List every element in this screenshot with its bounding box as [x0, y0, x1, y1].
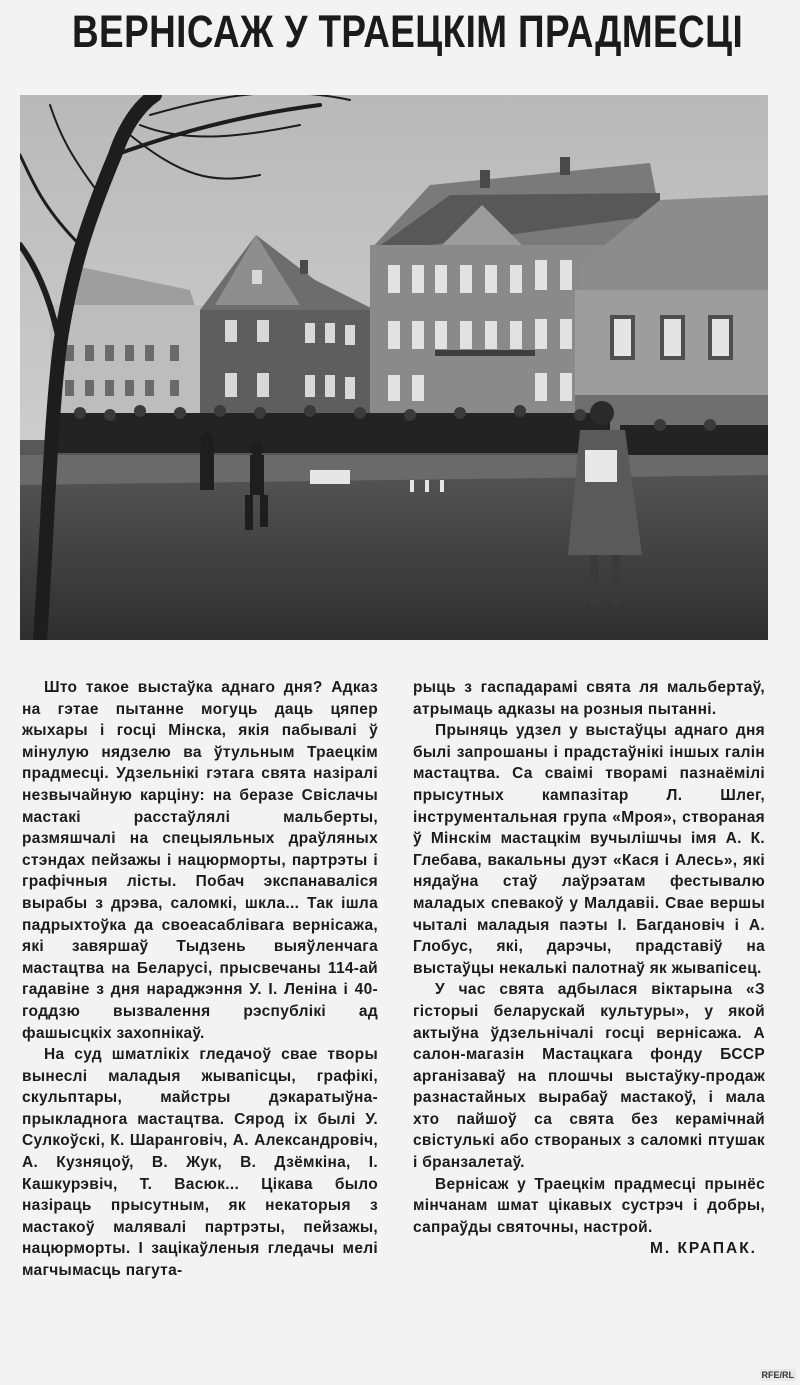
paragraph: рыць з гаспадарамі свята ля мальбертаў, атрымаць адказы на розныя пытанні.: [413, 679, 765, 718]
paragraph: Вернісаж у Траецкім прадмесці прынёс мінчанам шмат цікавых сустрэч і добры, сапраўды святочны, настрой.: [413, 1175, 765, 1236]
paragraph: На суд шматлікіх гледачоў свае творы вынеслі маладыя жывапісцы, графікі, скульптары, майстры дэкаратыўна-прыкладнога мастацтва. Сярод іх былі У. Сулкоўскі, К. Шаранговіч, А. Александровіч, А. Кузняцоў, В. Жук, В. Дзёмкіна, І. Кашкурэвіч, Т. Васюк... Цікава было назіраць прысутным, як некаторыя з мастакоў малявалі партрэты, пейзажы, нацюрморты. І зацікаўленыя гледачы мелі магчымасць пагута-: [22, 1046, 378, 1280]
paragraph: Прыняць удзел у выстаўцы аднаго дня былі запрошаны і прадстаўнікі іншых галін мастацтва. Са сваімі творамі пазнаёмілі прысутных кампазітар Л. Шлег, інструментальная група «Мроя», створаная ў Мінскім мастацкім вучылішчы імя А. К. Глебава, вакальны дуэт «Кася і Алесь», які нядаўна стаў лаўрэатам фестывалю маладых спевакоў у Малдавіі. Свае вершы чыталі маладыя паэты І. Багдановіч і А. Глобус, які, дарэчы, прадставіў на выстаўцы некалькі палотнаў як жывапісец.: [413, 722, 765, 977]
article-column-left: [22, 677, 378, 1282]
paragraph: У час свята адбылася віктарына «З гісторыі беларускай культуры», у якой актыўна ўдзельнічалі госці вернісажа. А салон-магазін Мастацкага фонду БССР арганізаваў на плошчы выстаўку-продаж разнастайных вырабаў мастакоў, і мала хто пайшоў са свята без керамічнай свістулькі або створаных з саломкі птушак і бранзалетаў.: [413, 981, 765, 1172]
article-column-right: [413, 677, 765, 1260]
author-signature: М. КРАПАК.: [649, 1240, 757, 1258]
paragraph: Што такое выстаўка аднаго дня? Адказ на гэтае пытанне могуць даць цяпер жыхары і госці Мінска, якія пабывалі ў мінулую нядзелю ва ўтульным Траецкім прадмесці. Удзельнікі гэтага свята назіралі незвычайную карціну: на беразе Свіслачы мастакі расстаўлялі мальберты, размяшчалі на спецыяльных драўляных стэндах пейзажы і нацюрморты, партрэты і графічныя лісты. Побач экспанаваліся вырабы з дрэва, саломкі, шкла... Так ішла падрыхтоўка да своеасаблівага вернісажа, які завяршаў Тыдзень выяўленчага мастацтва на Беларусі, прысвечаны 114-ай гадавіне з дня нараджэння У. І. Леніна і 40-годдзю вызвалення рэспублікі ад фашысцкіх захопнікаў.: [22, 679, 378, 1042]
watermark: RFE/RL: [761, 1370, 794, 1380]
article-photo: [20, 95, 768, 640]
headline: ВЕРНІСАЖ У ТРАЕЦКІМ ПРАДМЕСЦІ: [72, 6, 744, 57]
